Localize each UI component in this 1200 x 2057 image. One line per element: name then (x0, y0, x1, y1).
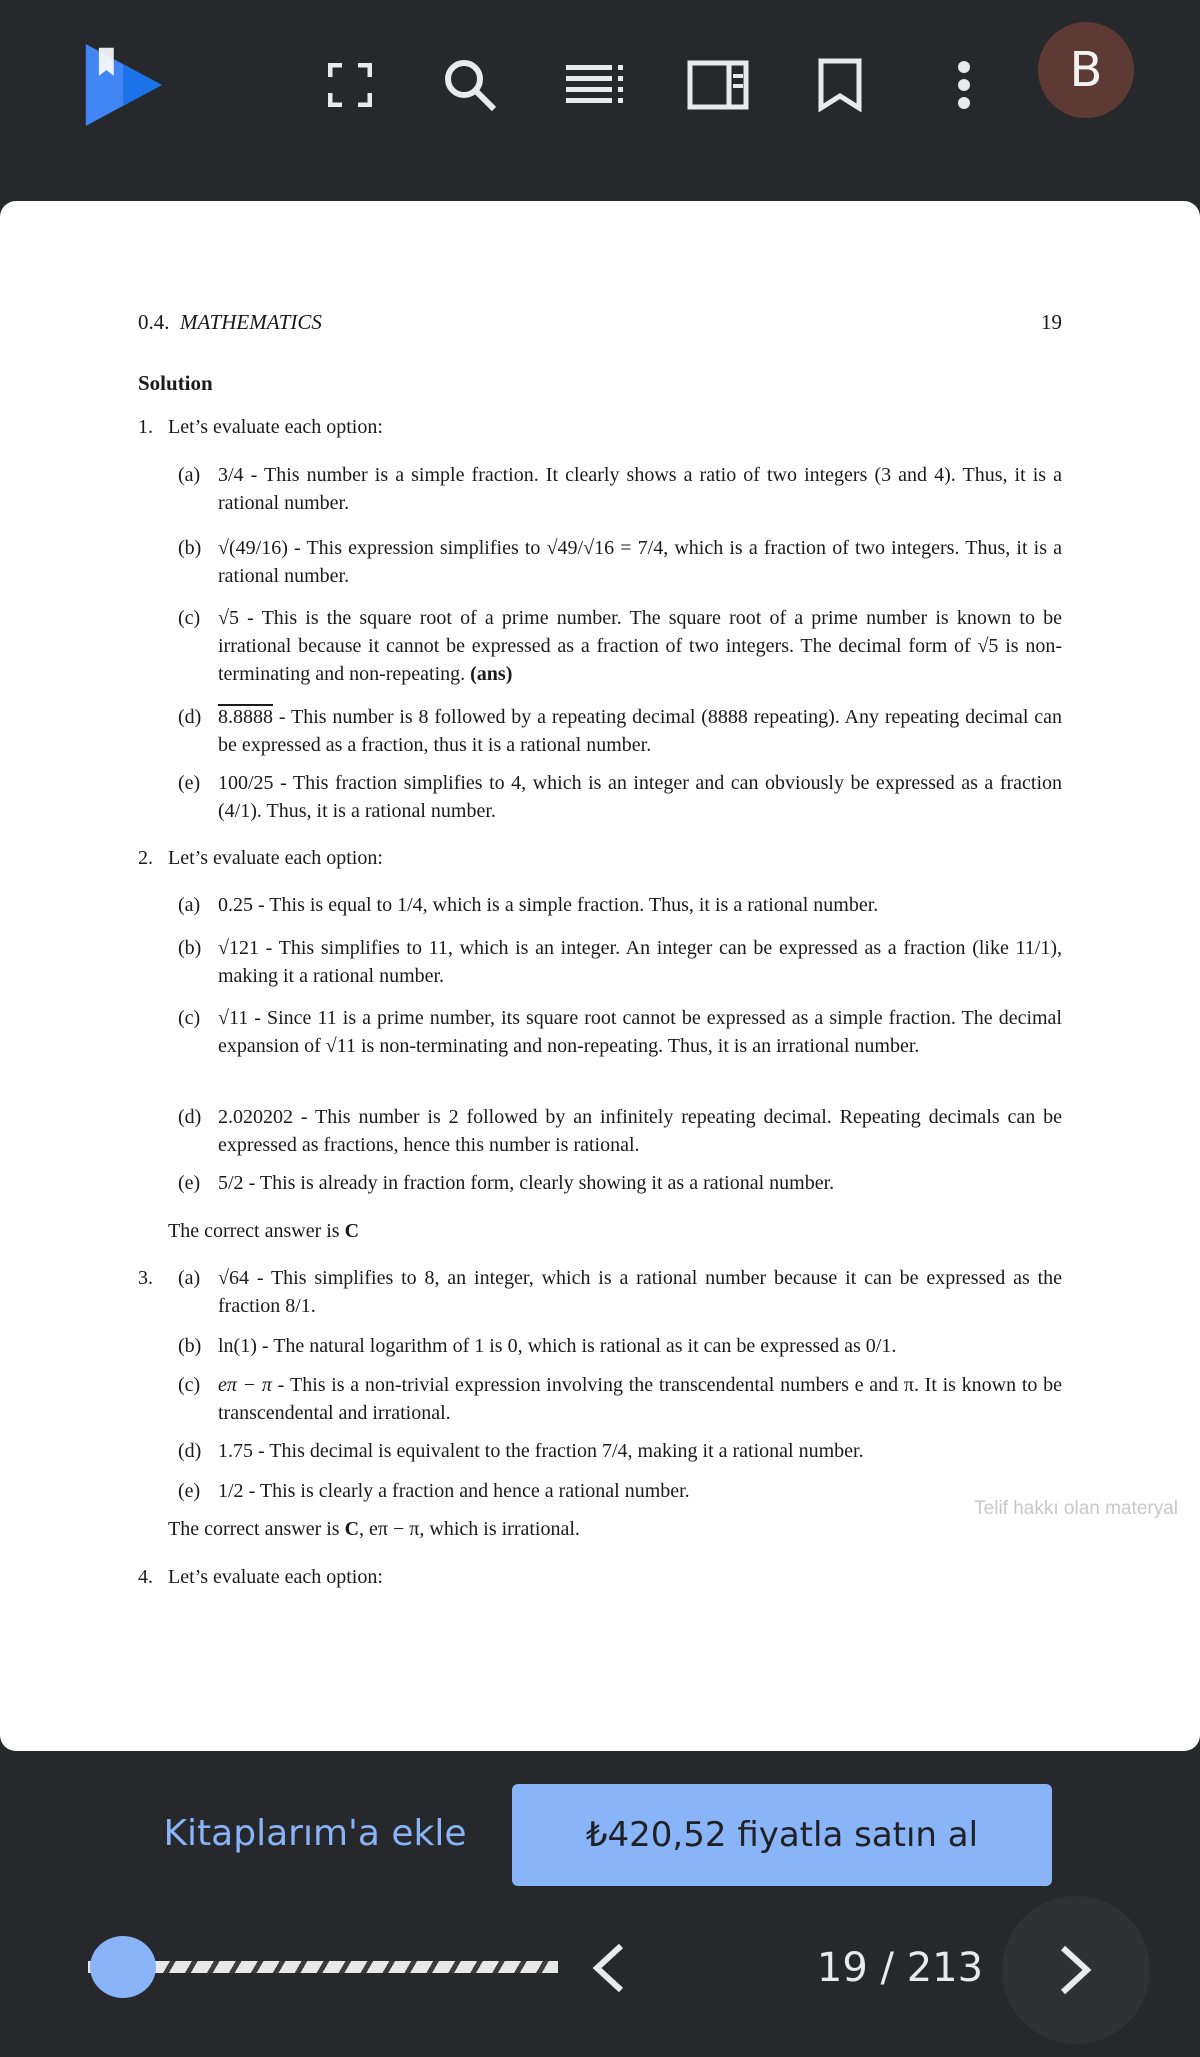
page-number: 19 (1041, 310, 1062, 334)
next-page-button[interactable] (1002, 1896, 1150, 2044)
option-expression: 100/25 (218, 772, 274, 794)
option-expression: √64 (218, 1267, 249, 1289)
search-icon[interactable] (430, 40, 510, 130)
option-text: - This number is 8 followed by a repeating decimal (8888 repeating). Any repeating decimal can be expressed as a fraction, thus it is a rational number. (218, 706, 1062, 756)
page-progress-slider[interactable] (48, 1936, 518, 1998)
q2-answer (168, 1217, 359, 1245)
option-expression: 1.75 (218, 1440, 253, 1462)
option-label: (e) (178, 772, 201, 794)
contents-icon[interactable] (556, 40, 636, 130)
option-label: (e) (178, 1172, 201, 1194)
add-to-library-button[interactable]: Kitaplarım'a ekle (150, 1778, 480, 1888)
answer-mark: (ans) (470, 663, 513, 685)
option-expression: 2.020202 (218, 1106, 293, 1128)
answer-letter: C (344, 1518, 360, 1540)
question-number: 4. (138, 1566, 153, 1588)
option-label: (d) (178, 1440, 202, 1462)
option-expression: √121 (218, 937, 259, 959)
question-intro: Let’s evaluate each option: (168, 847, 383, 869)
question-intro: Let’s evaluate each option: (168, 416, 383, 438)
section-title: MATHEMATICS (180, 310, 322, 334)
slider-track[interactable] (88, 1961, 558, 1973)
page-indicator: 19 / 213 (816, 1945, 984, 1991)
option-text: - This simplifies to 8, an integer, which is a rational number because it can be expressed as the fraction 8/1. (218, 1267, 1062, 1317)
option-label: (a) (178, 894, 201, 916)
option-text: - The natural logarithm of 1 is 0, which is rational as it can be expressed as 0/1. (261, 1335, 897, 1357)
answer-letter: C (344, 1220, 360, 1242)
option-text: - This expression simplifies to √49/√16 = 7/4, which is a fraction of two integers. Thus, it is a rational number. (218, 537, 1063, 587)
avatar[interactable]: B (1038, 22, 1134, 118)
question-intro: Let’s evaluate each option: (168, 1566, 383, 1588)
option-label: (b) (178, 1335, 202, 1357)
option-label: (a) (178, 464, 201, 486)
option-label: (c) (178, 1007, 201, 1029)
option-text: - This is already in fraction form, clearly showing it as a rational number. (248, 1172, 835, 1194)
page-header (138, 308, 1062, 336)
option-label: (d) (178, 706, 202, 728)
option-text: - This is equal to 1/4, which is a simple fraction. Thus, it is a rational number. (258, 894, 879, 916)
question-number: 1. (138, 416, 153, 438)
option-expression: 1/2 (218, 1480, 244, 1502)
option-text: - This decimal is equivalent to the fraction 7/4, making it a rational number. (258, 1440, 864, 1462)
option-expression: 5/2 (218, 1172, 244, 1194)
option-text: - This is clearly a fraction and hence a rational number. (248, 1480, 690, 1502)
copyright-notice: Telif hakkı olan materyal (974, 1498, 1178, 1519)
option-expression: √11 (218, 1007, 249, 1029)
option-text: - This is the square root of a prime number. The square root of a prime number is known to be irrational because it cannot be expressed as a fraction of two integers. The decimal form of √5 is non-terminating and non-repeating. (218, 607, 1062, 685)
option-expression: 8.8888 (218, 706, 273, 728)
section-number: 0.4. (138, 310, 170, 334)
option-text: - This fraction simplifies to 4, which is an integer and can obviously be expressed as a fraction (4/1). Thus, it is a rational number. (218, 772, 1063, 822)
option-expression: √5 (218, 607, 239, 629)
top-toolbar (0, 0, 1200, 172)
option-label: (c) (178, 607, 201, 629)
option-text: - This is a non-trivial expression involving the transcendental numbers e and π. It is known to be transcendental and irrational. (218, 1374, 1062, 1424)
answer-prefix: The correct answer is (168, 1518, 340, 1540)
previous-page-button[interactable] (570, 1935, 646, 2001)
buy-button[interactable]: ₺420,52 fiyatla satın al (512, 1784, 1052, 1886)
page-layout-icon[interactable] (678, 40, 758, 130)
option-expression: 3/4 (218, 464, 244, 486)
option-label: (c) (178, 1374, 201, 1396)
option-expression: eπ − π (218, 1374, 272, 1396)
option-text: - Since 11 is a prime number, its square root cannot be expressed as a simple fraction. The decimal expansion of √11 is non-terminating and non-repeating. Thus, it is an irrational number. (218, 1007, 1062, 1057)
play-books-logo-icon[interactable] (84, 40, 164, 130)
slider-thumb[interactable] (90, 1936, 156, 1998)
option-label: (e) (178, 1480, 201, 1502)
option-expression: 0.25 (218, 894, 253, 916)
chevron-right-icon (1059, 1945, 1093, 1995)
question-number: 2. (138, 847, 153, 869)
question-number: 3. (138, 1267, 153, 1289)
chevron-left-icon (591, 1943, 625, 1993)
solution-heading: Solution (138, 371, 213, 395)
option-label: (b) (178, 937, 202, 959)
bookmark-icon[interactable] (800, 40, 880, 130)
more-vert-icon[interactable] (924, 40, 1004, 130)
option-label: (a) (178, 1267, 201, 1289)
option-label: (b) (178, 537, 202, 559)
q3-answer (168, 1515, 580, 1543)
fullscreen-icon[interactable] (310, 40, 390, 130)
option-text: - This simplifies to 11, which is an integer. An integer can be expressed as a fraction (like 11/1), making it a rational number. (218, 937, 1062, 987)
answer-prefix: The correct answer is (168, 1220, 340, 1242)
option-text: - This number is a simple fraction. It clearly shows a ratio of two integers (3 and 4). Thus, it is a rational number. (218, 464, 1063, 514)
answer-suffix: , eπ − π, which is irrational. (359, 1518, 580, 1540)
option-expression: ln(1) (218, 1335, 257, 1357)
option-label: (d) (178, 1106, 202, 1128)
option-expression: √(49/16) (218, 537, 288, 559)
option-text: - This number is 2 followed by an infinitely repeating decimal. Repeating decimals can be expressed as fractions, hence this number is rational. (218, 1106, 1063, 1156)
